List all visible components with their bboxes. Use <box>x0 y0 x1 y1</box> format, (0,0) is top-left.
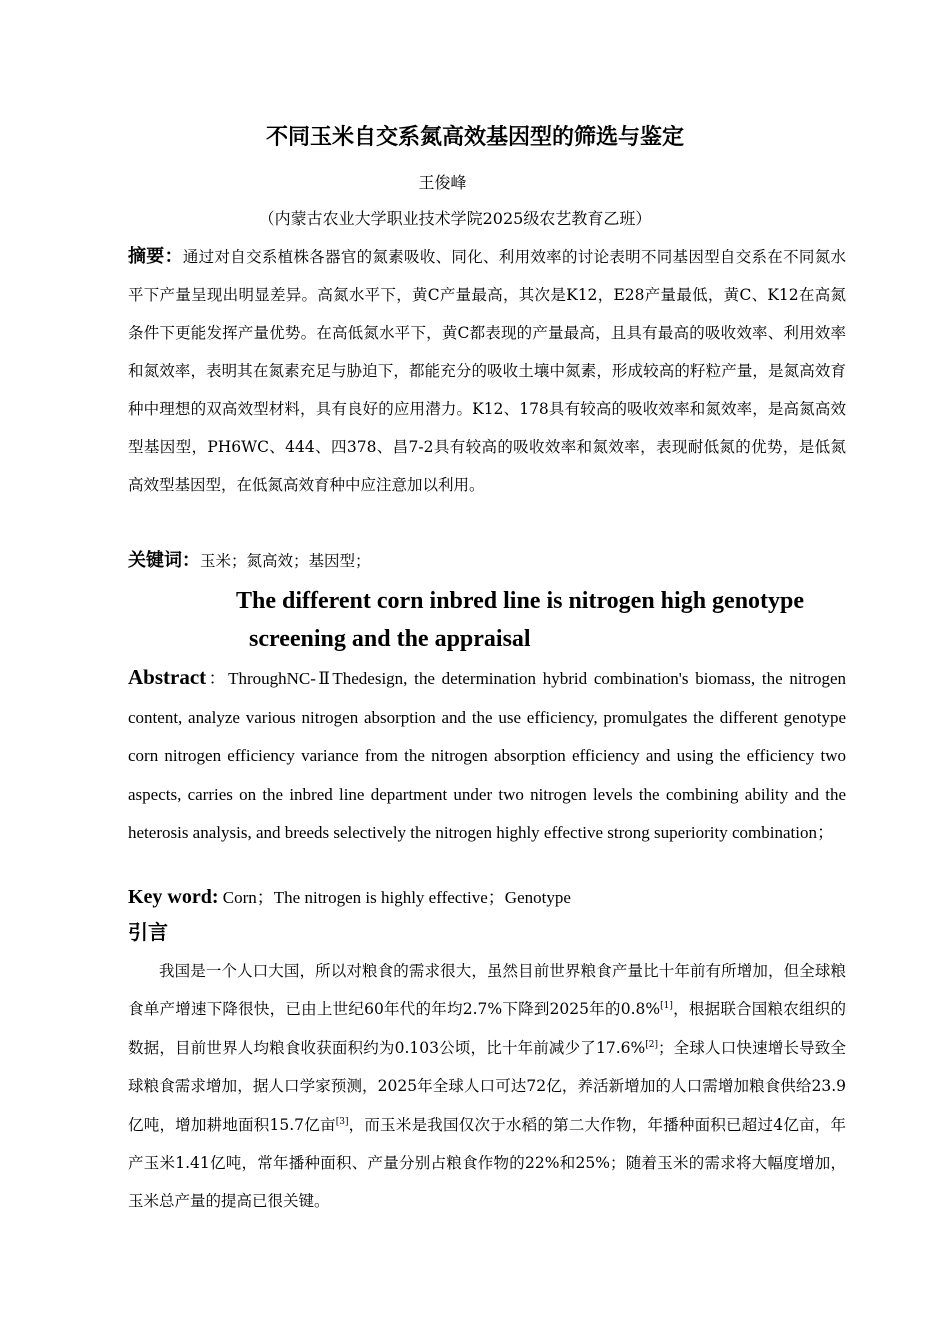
chinese-keywords <box>128 546 371 576</box>
chinese-abstract <box>128 238 846 504</box>
intro-text-segment-1: 我国是一个人口大国，所以对粮食的需求很大，虽然目前世界粮食产量比十年前有所增加，但全球粮食单产增速下降很快，已由上世纪60年代的年均2.7%下降到2025年的0.8% <box>128 962 846 1019</box>
english-abstract-label: Abstract <box>128 665 207 689</box>
english-title-line-2: screening and the appraisal <box>249 626 531 652</box>
english-keywords-label: Key word: <box>128 886 219 908</box>
chinese-title: 不同玉米自交系氮高效基因型的筛选与鉴定 <box>265 125 684 150</box>
english-abstract-text: ThroughNC-ⅡThedesign, the determination hybrid combination's biomass, the nitrogen content, analyze various nitrogen absorption and the use efficiency, promulgates the different genotype corn nitrogen efficiency variance from the nitrogen absorption efficiency and using the efficiency two aspects, carries on the inbred line department under two nitrogen levels the combining ability and the heterosis analysis, and breeds selectively the nitrogen highly effective strong superiority combination； <box>128 669 846 842</box>
english-abstract-colon: ： <box>206 669 229 689</box>
intro-text-segment-4: ，而玉米是我国仅次于水稻的第二大作物，年播种面积已超过4亿亩，年产玉米1.41亿吨，常年播种面积、产量分别占粮食作物的22%和25%；随着玉米的需求将大幅度增加，玉米总产量的提高已很关键。 <box>128 1115 846 1211</box>
introduction-heading: 引言 <box>128 920 168 944</box>
chinese-keywords-text: 玉米；氮高效；基因型； <box>200 552 371 570</box>
chinese-abstract-label: 摘要： <box>128 246 183 267</box>
english-keywords-text: Corn；The nitrogen is highly effective；Genotype <box>218 888 571 907</box>
reference-3: [3] <box>335 1116 349 1127</box>
intro-text-segment-2: ，根据联合国粮农组织的数据，目前世界人均粮食收获面积约为0.103公顷，比十年前减少了17.6% <box>128 1000 846 1057</box>
chinese-abstract-text: 通过对自交系植株各器官的氮素吸收、同化、利用效率的讨论表明不同基因型自交系在不同氮水平下产量呈现出明显差异。高氮水平下，黄C产量最高，其次是K12，E28产量最低，黄C、K12在高氮条件下更能发挥产量优势。在高低氮水平下，黄C都表现的产量最高，且具有最高的吸收效率、利用效率和氮效率，表明其在氮素充足与胁迫下，都能充分的吸收土壤中氮素，形成较高的籽粒产量，是氮高效育种中理想的双高效型材料，具有良好的应用潜力。K12、178具有较高的吸收效率和氮效率，是高氮高效型基因型，PH6WC、444、四378、昌7-2具有较高的吸收效率和氮效率，表现耐低氮的优势，是低氮高效型基因型，在低氮高效育种中应注意加以利用。 <box>128 248 846 494</box>
english-keywords <box>128 880 571 915</box>
author-name: 王俊峰 <box>418 173 467 192</box>
chinese-keywords-label: 关键词： <box>128 550 200 571</box>
introduction-body <box>128 952 846 1221</box>
author-affiliation: （内蒙古农业大学职业技术学院2025级农艺教育乙班） <box>258 209 652 228</box>
english-abstract <box>128 658 846 853</box>
introduction-paragraph <box>128 952 846 1221</box>
intro-text-segment-3: ；全球人口快速增长导致全球粮食需求增加，据人口学家预测，2025年全球人口可达72亿，养活新增加的人口需增加粮食供给23.9亿吨，增加耕地面积15.7亿亩 <box>128 1038 846 1134</box>
reference-1: [1] <box>660 1001 673 1012</box>
reference-2: [2] <box>645 1039 658 1050</box>
english-title-line-1: The different corn inbred line is nitrogen high genotype <box>236 588 805 614</box>
english-title <box>236 582 856 658</box>
